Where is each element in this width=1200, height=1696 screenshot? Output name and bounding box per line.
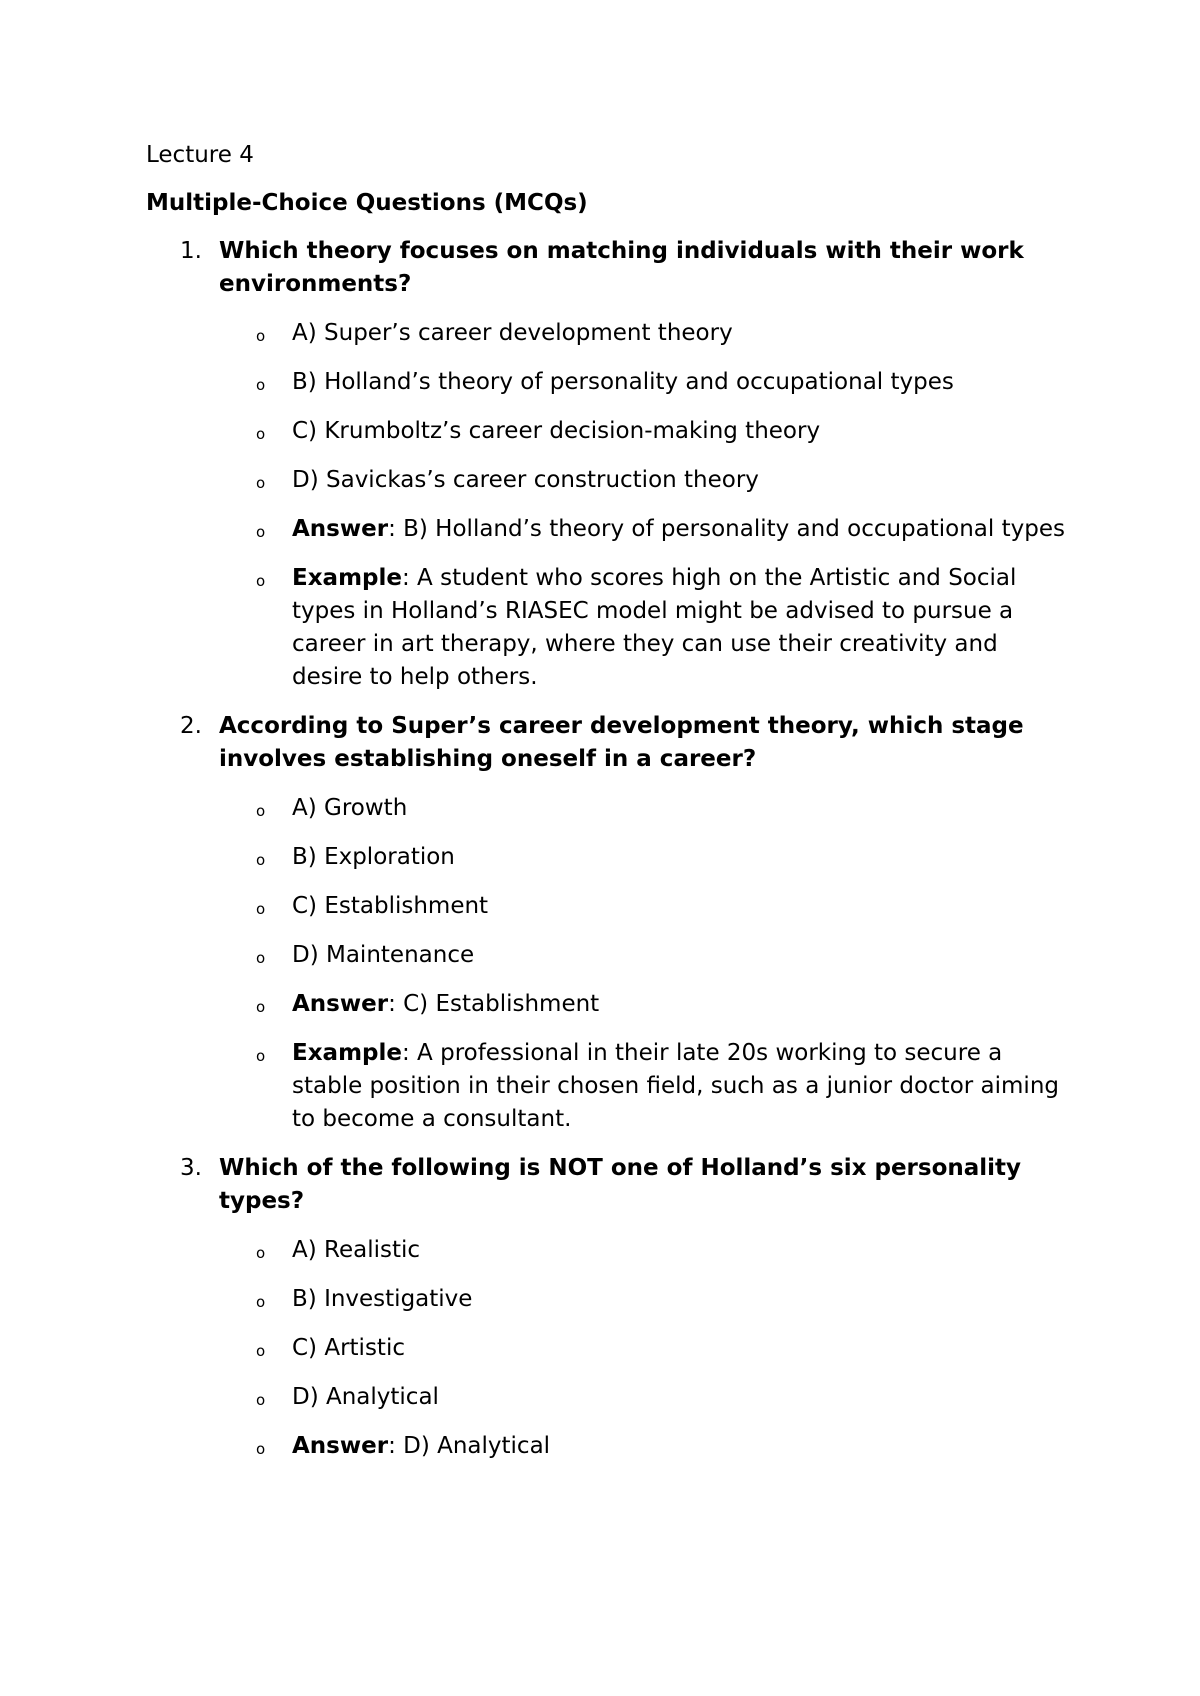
question-item — [146, 235, 1066, 694]
question-number: 3. — [180, 1155, 202, 1181]
option-text: C) Krumboltz’s career decision-making theory — [292, 418, 821, 444]
question-text: According to Super’s career development theory, which stage involves establishing oneself in a career? — [219, 713, 1024, 772]
answer-label: Answer — [292, 991, 389, 1017]
option-list — [219, 317, 1066, 694]
question-item — [146, 710, 1066, 1136]
bullet-icon: o — [256, 376, 266, 394]
option-text: D) Analytical — [292, 1384, 439, 1410]
option-item — [219, 792, 1066, 825]
option-text: C) Artistic — [292, 1335, 405, 1361]
option-text: D) Maintenance — [292, 942, 475, 968]
option-item — [219, 939, 1066, 972]
bullet-icon: o — [256, 1293, 266, 1311]
bullet-icon: o — [256, 1047, 266, 1065]
example-text: : A student who scores high on the Artistic and Social types in Holland’s RIASEC model might be advised to pursue a career in art therapy, where they can use their creativity and desire to help others. — [292, 565, 1017, 690]
answer-label: Answer — [292, 516, 389, 542]
bullet-icon: o — [256, 998, 266, 1016]
bullet-icon: o — [256, 523, 266, 541]
answer-text: : C) Establishment — [388, 991, 600, 1017]
option-item — [219, 841, 1066, 874]
option-list — [219, 1234, 1066, 1463]
answer-text: : B) Holland’s theory of personality and occupational types — [388, 516, 1065, 542]
example-label: Example — [292, 1040, 402, 1066]
option-item — [219, 1234, 1066, 1267]
example-item — [219, 1037, 1066, 1136]
bullet-icon: o — [256, 1440, 266, 1458]
document-content — [146, 139, 1066, 1479]
bullet-icon: o — [256, 1342, 266, 1360]
question-number: 1. — [180, 238, 202, 264]
option-text: A) Super’s career development theory — [292, 320, 733, 346]
option-text: B) Holland’s theory of personality and occupational types — [292, 369, 954, 395]
option-item — [219, 464, 1066, 497]
answer-item — [219, 988, 1066, 1021]
bullet-icon: o — [256, 1244, 266, 1262]
option-text: A) Growth — [292, 795, 408, 821]
option-text: C) Establishment — [292, 893, 489, 919]
option-item — [219, 317, 1066, 350]
option-text: D) Savickas’s career construction theory — [292, 467, 759, 493]
example-text: : A professional in their late 20s working to secure a stable position in their chosen field, such as a junior doctor aiming to become a consultant. — [292, 1040, 1059, 1132]
option-item — [219, 1283, 1066, 1316]
question-number: 2. — [180, 713, 202, 739]
question-text: Which theory focuses on matching individuals with their work environments? — [219, 238, 1024, 297]
bullet-icon: o — [256, 474, 266, 492]
option-item — [219, 890, 1066, 923]
bullet-icon: o — [256, 802, 266, 820]
question-list — [146, 235, 1066, 1463]
answer-item — [219, 1430, 1066, 1463]
answer-text: : D) Analytical — [388, 1433, 551, 1459]
example-label: Example — [292, 565, 402, 591]
option-list — [219, 792, 1066, 1136]
option-item — [219, 415, 1066, 448]
answer-item — [219, 513, 1066, 546]
bullet-icon: o — [256, 327, 266, 345]
answer-label: Answer — [292, 1433, 389, 1459]
option-item — [219, 1381, 1066, 1414]
option-text: B) Investigative — [292, 1286, 473, 1312]
section-heading: Multiple-Choice Questions (MCQs) — [146, 190, 588, 216]
option-text: A) Realistic — [292, 1237, 421, 1263]
example-item — [219, 562, 1066, 694]
bullet-icon: o — [256, 851, 266, 869]
option-item — [219, 1332, 1066, 1365]
bullet-icon: o — [256, 1391, 266, 1409]
question-text: Which of the following is NOT one of Holland’s six personality types? — [219, 1155, 1022, 1214]
question-item — [146, 1152, 1066, 1463]
option-text: B) Exploration — [292, 844, 455, 870]
bullet-icon: o — [256, 900, 266, 918]
option-item — [219, 366, 1066, 399]
bullet-icon: o — [256, 949, 266, 967]
document-title: Lecture 4 — [146, 142, 254, 168]
bullet-icon: o — [256, 425, 266, 443]
bullet-icon: o — [256, 572, 266, 590]
